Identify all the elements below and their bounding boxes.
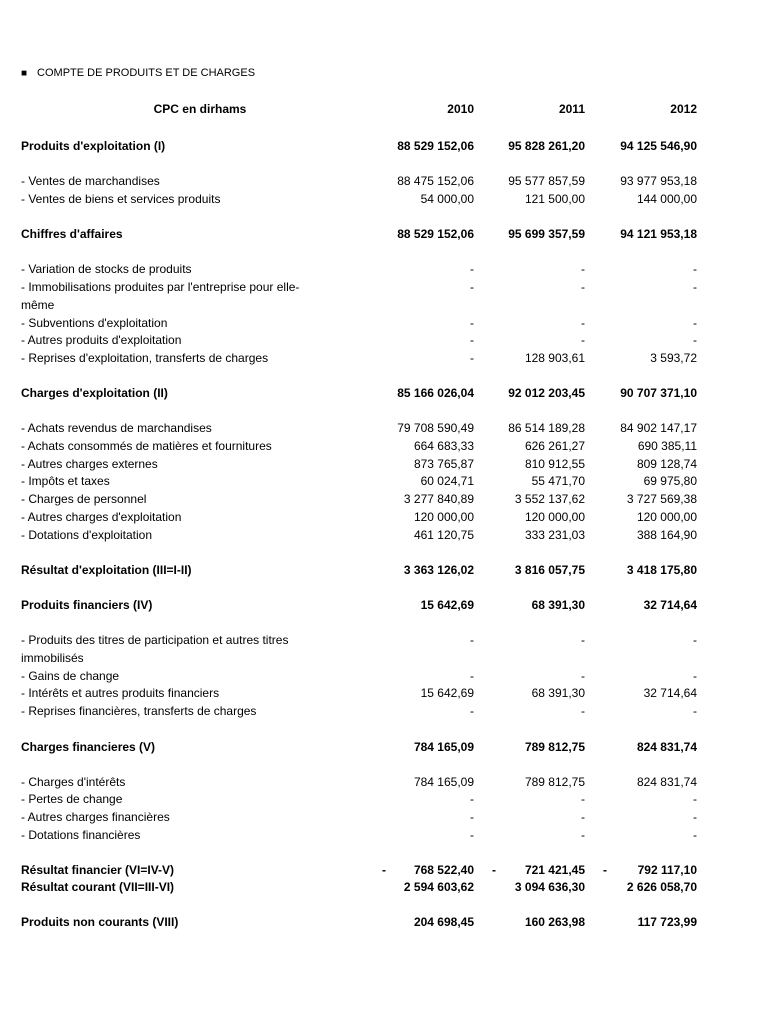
row-value-2010: - bbox=[470, 316, 474, 330]
row-label: immobilisés bbox=[21, 651, 84, 665]
row-value-2011: 3 816 057,75 bbox=[514, 563, 585, 577]
row-label: - Charges d'intérêts bbox=[21, 775, 126, 789]
row-value-2012: 117 723,99 bbox=[637, 915, 697, 929]
row-value-2011: - bbox=[581, 828, 585, 842]
row-label: - Ventes de biens et services produits bbox=[21, 192, 221, 206]
row-value-2012: 3 593,72 bbox=[650, 351, 697, 365]
row-value-2010: 15 642,69 bbox=[420, 686, 474, 700]
row-value-2010: 15 642,69 bbox=[420, 598, 474, 612]
table-header bbox=[0, 102, 768, 118]
row-label: - Variation de stocks de produits bbox=[21, 262, 192, 276]
row-value-2012: - bbox=[693, 262, 697, 276]
row-value-2011: 3 552 137,62 bbox=[514, 492, 585, 506]
row-label: Résultat d'exploitation (III=I-II) bbox=[21, 563, 192, 577]
row-value-2011: - bbox=[581, 792, 585, 806]
row-value-2012: - bbox=[693, 280, 697, 294]
row-value-2011: 120 000,00 bbox=[524, 510, 585, 524]
row-value-2012: - bbox=[693, 316, 697, 330]
section-title-text: COMPTE DE PRODUITS ET DE CHARGES bbox=[37, 67, 256, 79]
row-value-2010: 3 363 126,02 bbox=[403, 563, 474, 577]
row-value-2010: 54 000,00 bbox=[420, 192, 474, 206]
row-label: Résultat financier (VI=IV-V) bbox=[21, 863, 175, 877]
row-value-2012: - bbox=[693, 669, 697, 683]
row-label: Résultat courant (VII=III-VI) bbox=[21, 880, 175, 894]
row-label: - Achats consommés de matières et fournitures bbox=[21, 439, 272, 453]
row-value-2012: 84 902 147,17 bbox=[620, 421, 697, 435]
row-label: - Intérêts et autres produits financiers bbox=[21, 686, 220, 700]
row-value-2011: 721 421,45 bbox=[524, 863, 585, 877]
row-value-2010: 79 708 590,49 bbox=[397, 421, 474, 435]
row-label: Produits financiers (IV) bbox=[21, 598, 153, 612]
row-value-2010: - bbox=[470, 633, 474, 647]
row-label: - Impôts et taxes bbox=[21, 474, 110, 488]
row-value-2010: 3 277 840,89 bbox=[403, 492, 474, 506]
row-value-2011: - bbox=[581, 633, 585, 647]
row-value-2012: - bbox=[693, 633, 697, 647]
row-value-2010: - bbox=[470, 810, 474, 824]
row-label: Produits d'exploitation (I) bbox=[21, 139, 166, 153]
row-label: - Autres charges externes bbox=[21, 457, 158, 471]
row-value-2011: 95 828 261,20 bbox=[508, 139, 585, 153]
row-label: Charges financieres (V) bbox=[21, 740, 156, 754]
row-value-2010: - bbox=[470, 262, 474, 276]
row-value-2011: - bbox=[581, 316, 585, 330]
row-value-2011: 789 812,75 bbox=[524, 740, 585, 754]
header-year-2012: 2012 bbox=[670, 102, 697, 116]
row-value-2011: - bbox=[581, 704, 585, 718]
row-label: - Pertes de change bbox=[21, 792, 123, 806]
row-value-2012: - bbox=[693, 792, 697, 806]
header-label: CPC en dirhams bbox=[153, 102, 247, 116]
row-value-2010: - bbox=[470, 280, 474, 294]
row-value-2010: 768 522,40 bbox=[413, 863, 474, 877]
row-label: - Charges de personnel bbox=[21, 492, 147, 506]
row-value-2012: 69 975,80 bbox=[643, 474, 697, 488]
row-value-2010: - bbox=[470, 792, 474, 806]
row-label: - Subventions d'exploitation bbox=[21, 316, 168, 330]
row-value-2012: 824 831,74 bbox=[636, 740, 697, 754]
row-value-2010: 873 765,87 bbox=[413, 457, 474, 471]
row-value-2012: 3 727 569,38 bbox=[626, 492, 697, 506]
row-label: - Gains de change bbox=[21, 669, 120, 683]
row-value-2012: 120 000,00 bbox=[636, 510, 697, 524]
row-value-2010: 2 594 603,62 bbox=[403, 880, 474, 894]
row-value-2011: 92 012 203,45 bbox=[508, 386, 585, 400]
row-value-2012: 824 831,74 bbox=[636, 775, 697, 789]
row-value-2012: 3 418 175,80 bbox=[626, 563, 697, 577]
header-year-2010: 2010 bbox=[447, 102, 474, 116]
row-value-2012: - bbox=[693, 828, 697, 842]
row-value-2010: - bbox=[470, 351, 474, 365]
row-label: - Reprises d'exploitation, transferts de charges bbox=[21, 351, 269, 365]
row-value-2012: 388 164,90 bbox=[636, 528, 697, 542]
row-value-2010: 204 698,45 bbox=[413, 915, 474, 929]
row-value-2012: 32 714,64 bbox=[643, 598, 697, 612]
row-value-2012: 2 626 058,70 bbox=[626, 880, 697, 894]
row-value-2012: 690 385,11 bbox=[637, 439, 697, 453]
row-label: - Dotations d'exploitation bbox=[21, 528, 153, 542]
row-value-2012: 809 128,74 bbox=[636, 457, 697, 471]
row-value-2012: 144 000,00 bbox=[636, 192, 697, 206]
row-label: - Autres charges financières bbox=[21, 810, 170, 824]
header-year-2011: 2011 bbox=[558, 102, 585, 116]
row-value-2011: 789 812,75 bbox=[524, 775, 585, 789]
row-value-2010: - bbox=[470, 828, 474, 842]
row-value-2010: 461 120,75 bbox=[413, 528, 474, 542]
row-value-2010: 88 475 152,06 bbox=[397, 174, 474, 188]
row-value-2011: 810 912,55 bbox=[524, 457, 585, 471]
row-label: même bbox=[21, 298, 55, 312]
row-value-2012: - bbox=[693, 704, 697, 718]
row-label: - Dotations financières bbox=[21, 828, 141, 842]
row-value-2011: - bbox=[581, 262, 585, 276]
row-value-2011: 55 471,70 bbox=[531, 474, 585, 488]
row-value-2012: 792 117,10 bbox=[637, 863, 697, 877]
row-value-2010: 120 000,00 bbox=[413, 510, 474, 524]
row-label: Charges d'exploitation (II) bbox=[21, 386, 168, 400]
row-value-2010: 60 024,71 bbox=[420, 474, 474, 488]
row-value-2011: - bbox=[581, 333, 585, 347]
row-label: - Reprises financières, transferts de charges bbox=[21, 704, 257, 718]
row-value-2010: - bbox=[470, 704, 474, 718]
row-value-2011: - bbox=[581, 669, 585, 683]
row-value-2010: - bbox=[470, 333, 474, 347]
row-value-2011: 121 500,00 bbox=[524, 192, 585, 206]
square-bullet-icon: ■ bbox=[21, 67, 28, 79]
row-value-2011: 86 514 189,28 bbox=[508, 421, 585, 435]
row-value-2011: 626 261,27 bbox=[524, 439, 585, 453]
row-label: Chiffres d'affaires bbox=[21, 227, 123, 241]
row-value-2011: 95 699 357,59 bbox=[508, 227, 585, 241]
row-value-2012: - bbox=[693, 333, 697, 347]
row-value-2012: - bbox=[693, 810, 697, 824]
row-value-2011: - bbox=[581, 280, 585, 294]
row-value-2012: 93 977 953,18 bbox=[620, 174, 697, 188]
row-value-2010: 88 529 152,06 bbox=[397, 227, 474, 241]
row-label: - Autres produits d'exploitation bbox=[21, 333, 182, 347]
row-value-2012: 94 125 546,90 bbox=[620, 139, 697, 153]
negative-sign: - bbox=[382, 863, 386, 877]
row-label: Produits non courants (VIII) bbox=[21, 915, 179, 929]
row-label: - Autres charges d'exploitation bbox=[21, 510, 182, 524]
row-label: - Achats revendus de marchandises bbox=[21, 421, 212, 435]
row-value-2011: 68 391,30 bbox=[531, 686, 585, 700]
row-value-2010: - bbox=[470, 669, 474, 683]
row-value-2010: 88 529 152,06 bbox=[397, 139, 474, 153]
row-value-2010: 784 165,09 bbox=[413, 740, 474, 754]
row-value-2011: - bbox=[581, 810, 585, 824]
row-value-2012: 94 121 953,18 bbox=[620, 227, 697, 241]
row-value-2011: 3 094 636,30 bbox=[514, 880, 585, 894]
row-value-2011: 128 903,61 bbox=[524, 351, 585, 365]
row-value-2010: 85 166 026,04 bbox=[397, 386, 474, 400]
row-value-2010: 784 165,09 bbox=[413, 775, 474, 789]
negative-sign: - bbox=[603, 863, 607, 877]
row-label: - Ventes de marchandises bbox=[21, 174, 160, 188]
section-title bbox=[21, 67, 255, 79]
row-value-2011: 160 263,98 bbox=[524, 915, 585, 929]
row-label: - Immobilisations produites par l'entreprise pour elle- bbox=[21, 280, 300, 294]
row-value-2012: 90 707 371,10 bbox=[620, 386, 697, 400]
row-label: - Produits des titres de participation et autres titres bbox=[21, 633, 289, 647]
negative-sign: - bbox=[492, 863, 496, 877]
row-value-2012: 32 714,64 bbox=[643, 686, 697, 700]
row-value-2011: 95 577 857,59 bbox=[508, 174, 585, 188]
row-value-2011: 333 231,03 bbox=[524, 528, 585, 542]
row-value-2011: 68 391,30 bbox=[531, 598, 585, 612]
row-value-2010: 664 683,33 bbox=[413, 439, 474, 453]
